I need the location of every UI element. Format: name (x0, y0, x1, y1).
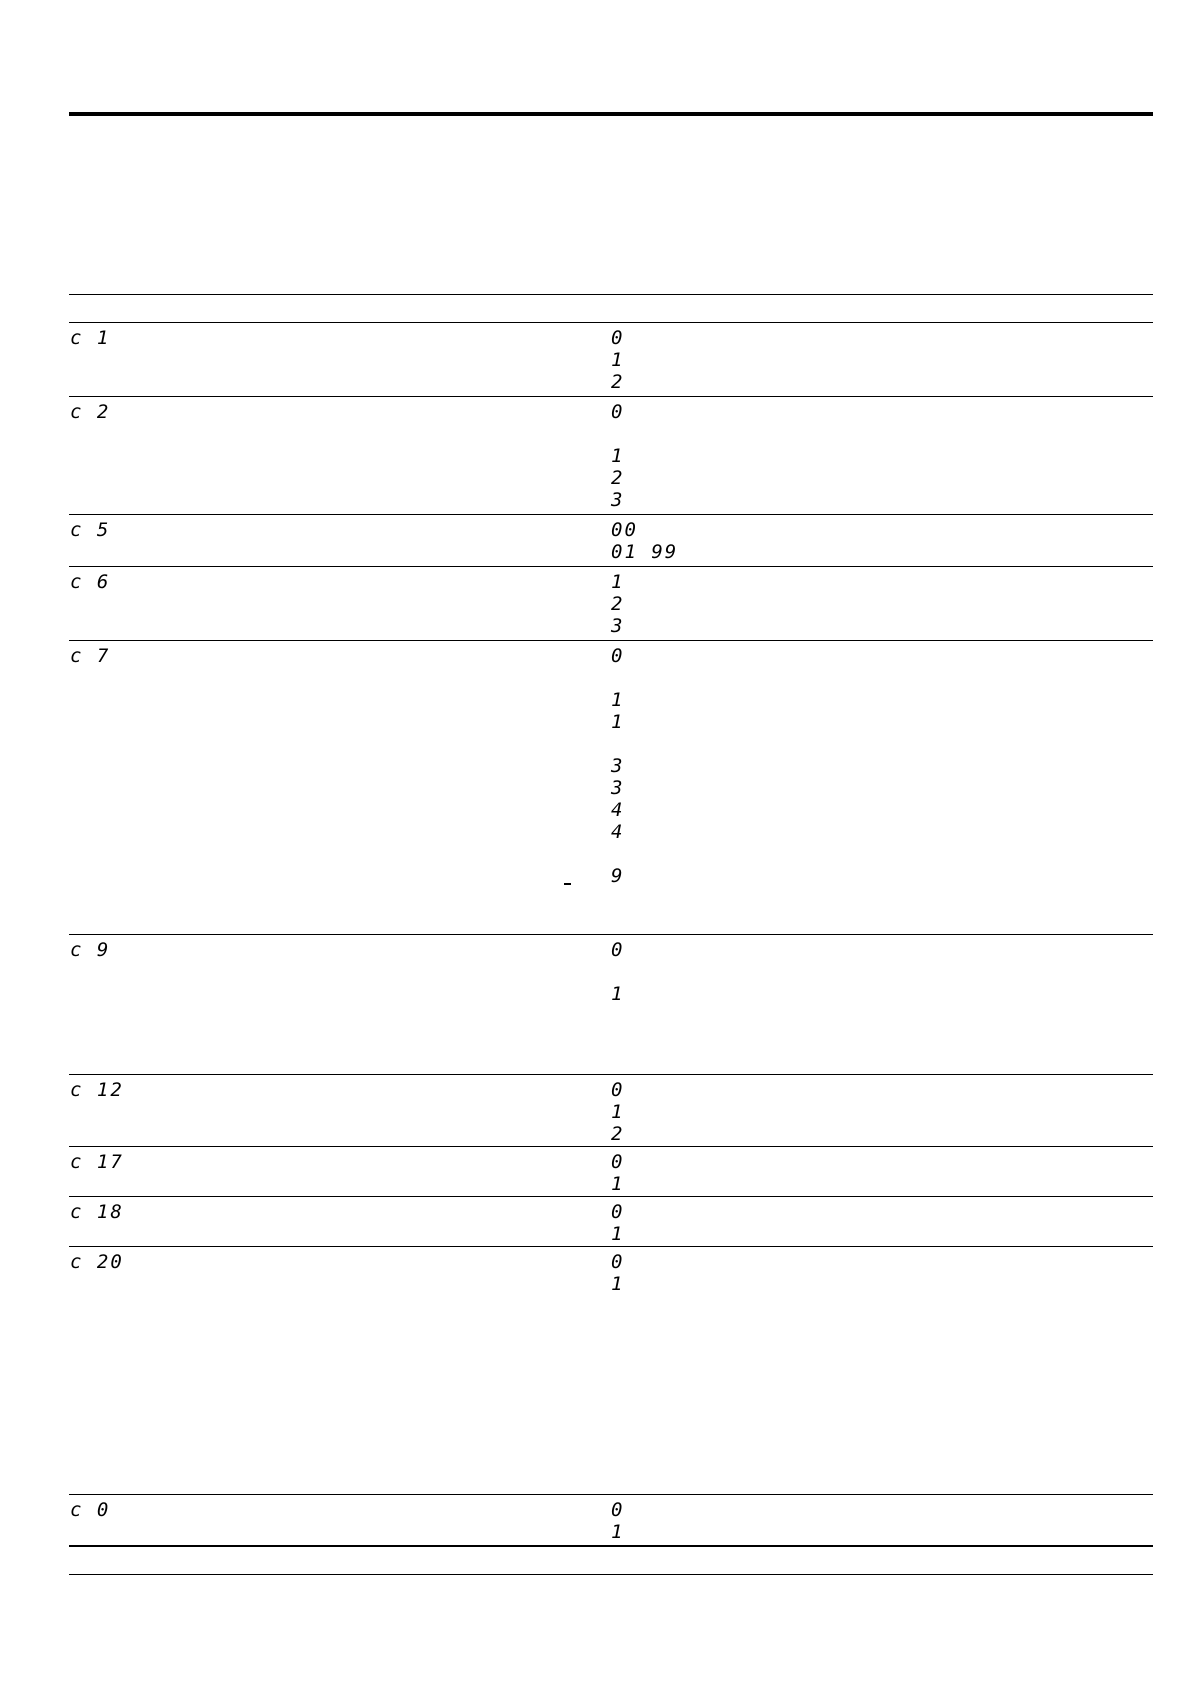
setting-value: 1 (611, 1101, 625, 1123)
setting-value: 0 (611, 401, 625, 423)
setting-value: 2 (611, 467, 625, 489)
setting-code: c 17 (70, 1151, 124, 1173)
setting-code: c 2 (70, 401, 111, 423)
setting-value: 4 (611, 799, 625, 821)
setting-value: 0 (611, 327, 625, 349)
setting-value: 0 (611, 1201, 625, 1223)
row-divider (69, 566, 1153, 567)
setting-code: c 6 (70, 571, 111, 593)
setting-value: 3 (611, 489, 625, 511)
setting-value: 1 (611, 689, 625, 711)
setting-code: c 12 (70, 1079, 124, 1101)
setting-value: 3 (611, 615, 625, 637)
setting-value: 0 (611, 939, 625, 961)
setting-value: 01 99 (611, 541, 679, 563)
setting-code: c 1 (70, 327, 111, 349)
setting-value: 00 (611, 519, 638, 541)
table-top-rule (69, 294, 1153, 295)
row-divider (69, 640, 1153, 641)
setting-value: 0 (611, 1251, 625, 1273)
setting-code: c 0 (70, 1499, 111, 1521)
row-divider (69, 396, 1153, 397)
setting-value: 0 (611, 645, 625, 667)
row-divider (69, 1246, 1153, 1247)
setting-value: 1 (611, 571, 625, 593)
setting-value: 9 (611, 865, 625, 887)
table-bottom-rule (69, 1545, 1153, 1547)
setting-value: 3 (611, 777, 625, 799)
setting-value: 0 (611, 1499, 625, 1521)
row-divider (69, 1146, 1153, 1147)
setting-value: 1 (611, 983, 625, 1005)
setting-value: 1 (611, 1521, 625, 1543)
footer-rule (69, 1574, 1153, 1575)
setting-value: 2 (611, 371, 625, 393)
row-divider (69, 1494, 1153, 1495)
setting-value: 1 (611, 349, 625, 371)
setting-value: 2 (611, 1123, 625, 1145)
row-divider (69, 1196, 1153, 1197)
header-rule (69, 112, 1153, 116)
dash-marker (564, 883, 571, 885)
setting-value: 1 (611, 711, 625, 733)
setting-value: 1 (611, 445, 625, 467)
setting-code: c 7 (70, 645, 111, 667)
setting-value: 0 (611, 1079, 625, 1101)
setting-value: 1 (611, 1173, 625, 1195)
setting-code: c 20 (70, 1251, 124, 1273)
setting-code: c 18 (70, 1201, 124, 1223)
row-divider (69, 934, 1153, 935)
setting-code: c 5 (70, 519, 111, 541)
setting-value: 2 (611, 593, 625, 615)
setting-value: 3 (611, 755, 625, 777)
header-rule-bottom (69, 322, 1153, 323)
row-divider (69, 514, 1153, 515)
setting-value: 0 (611, 1151, 625, 1173)
row-divider (69, 1074, 1153, 1075)
setting-value: 1 (611, 1273, 625, 1295)
setting-value: 1 (611, 1223, 625, 1245)
setting-code: c 9 (70, 939, 111, 961)
setting-value: 4 (611, 821, 625, 843)
